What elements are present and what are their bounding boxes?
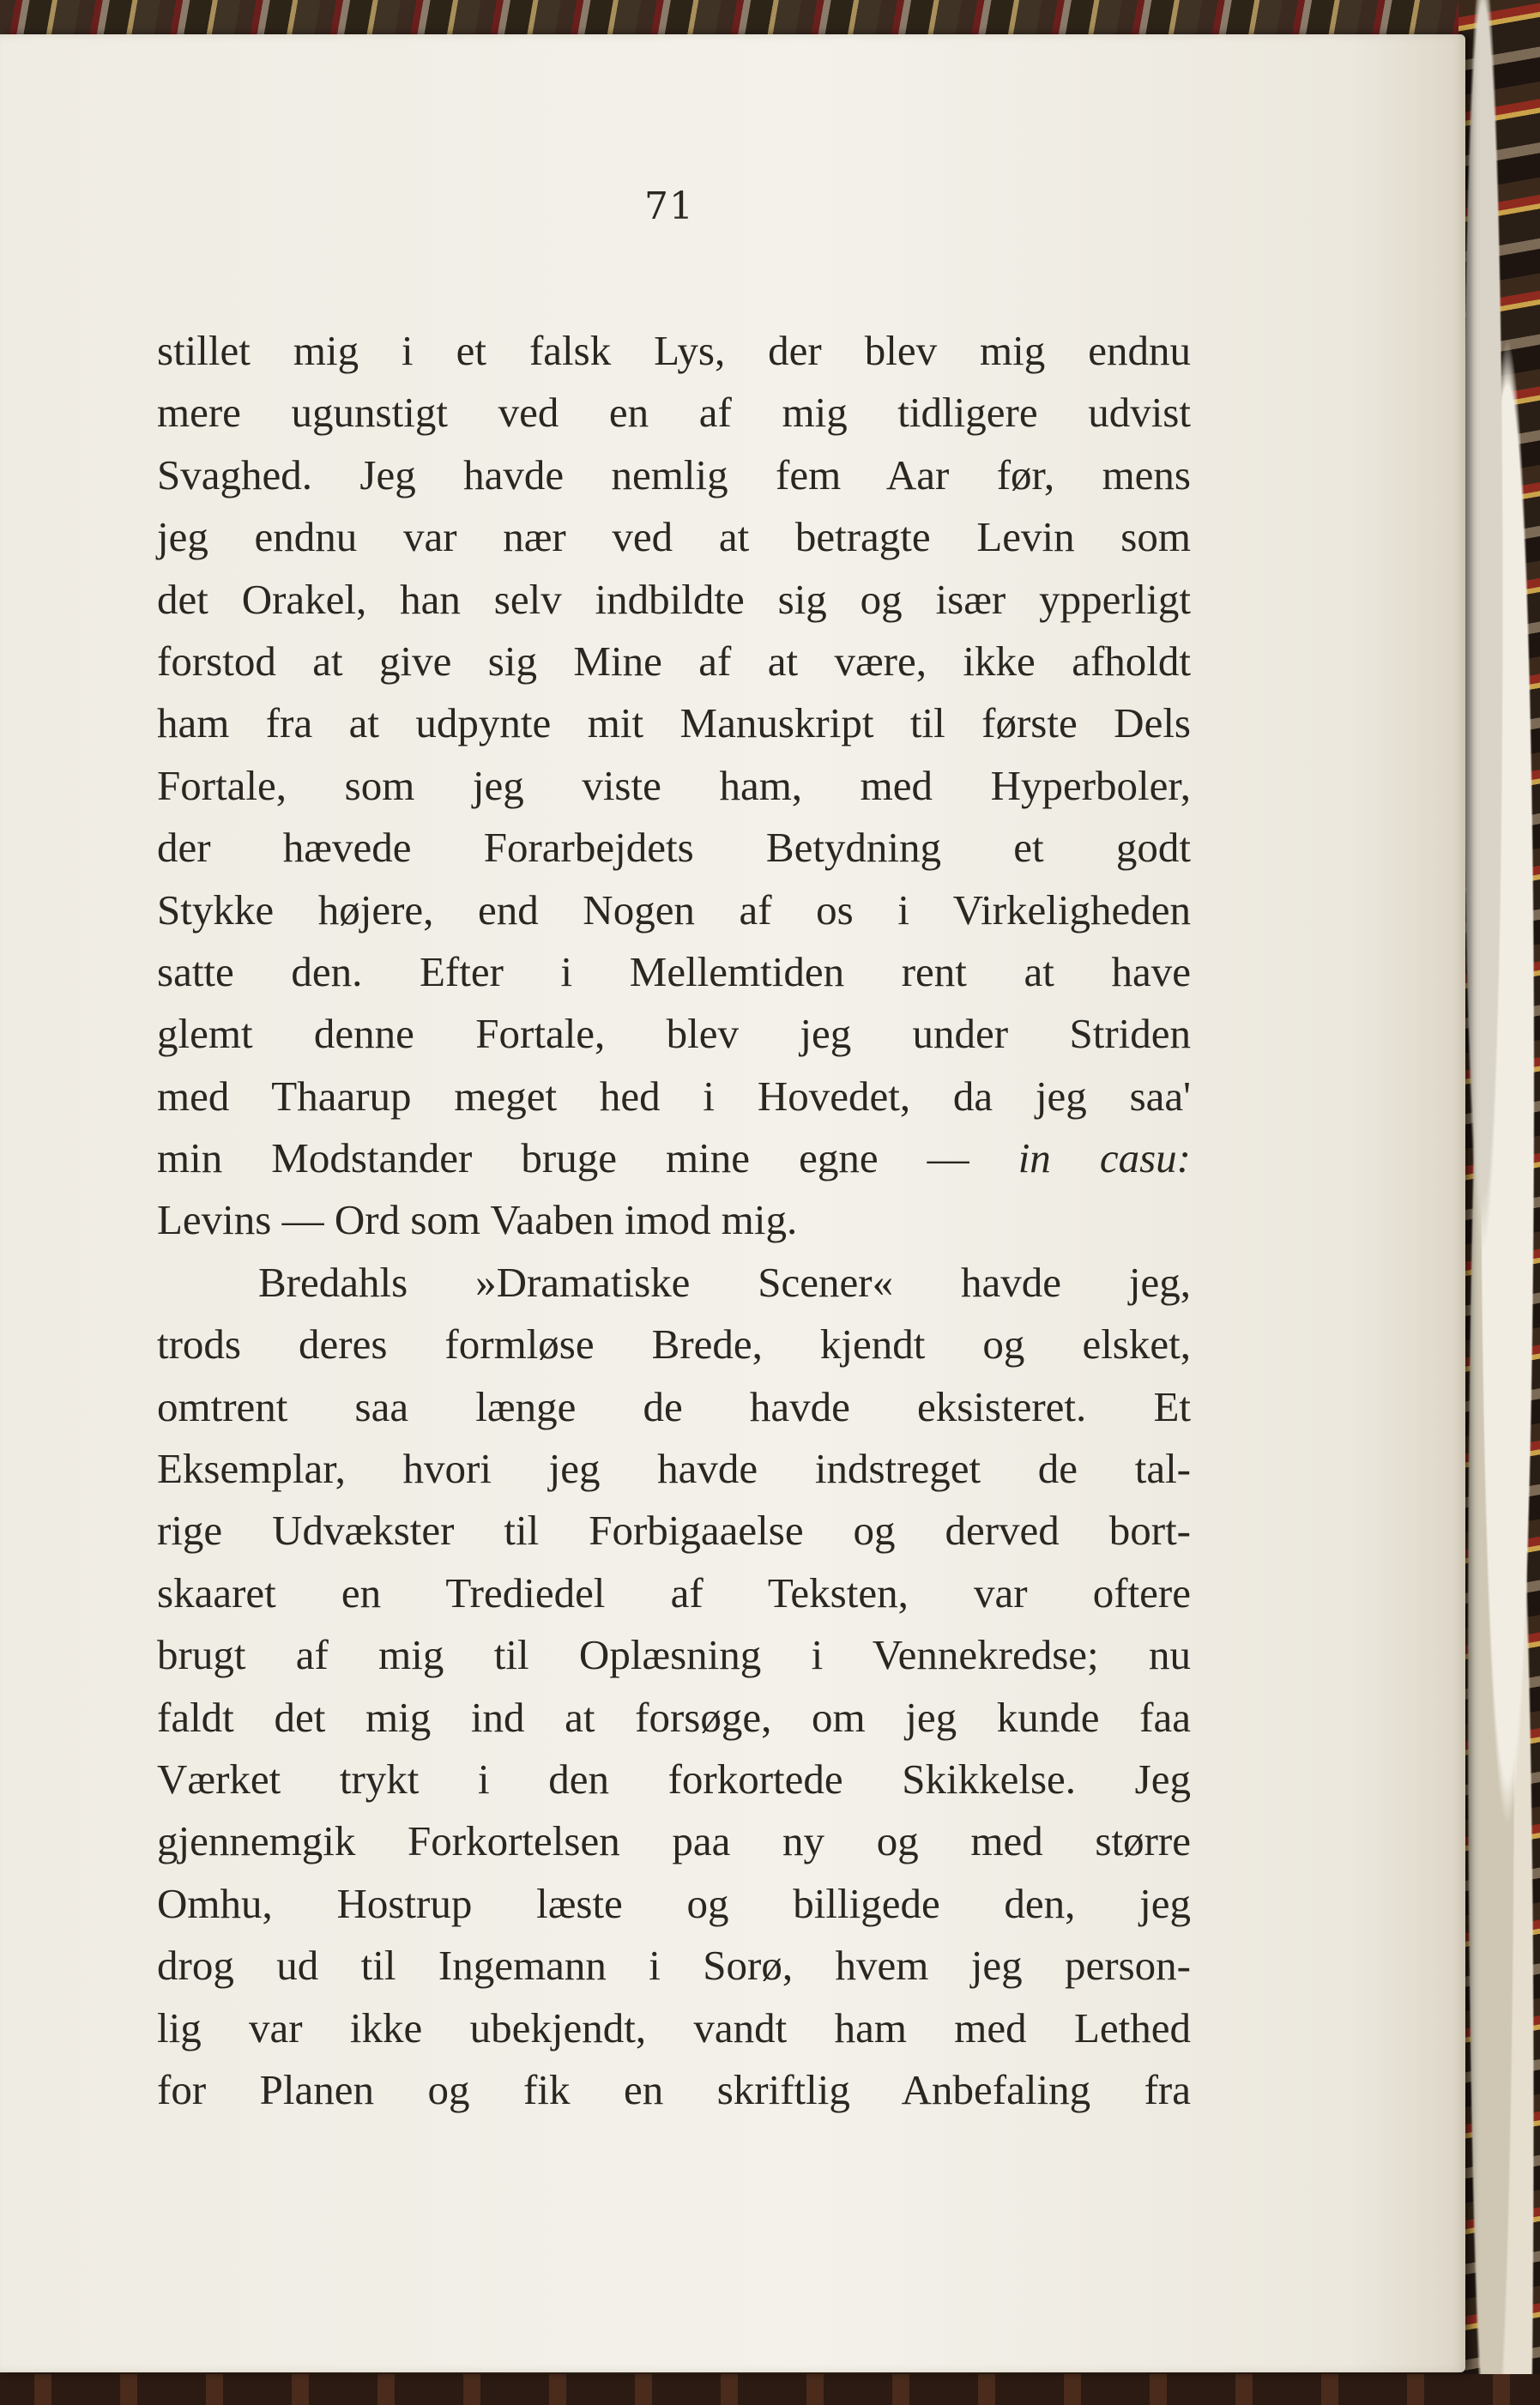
text-line-roman-part: min Modstander bruge mine egne —	[157, 1134, 969, 1182]
book-page	[0, 34, 1465, 2372]
page-number: 71	[644, 184, 694, 228]
text-line: der hævede Forarbejdets Betydning et godt	[157, 824, 1191, 872]
text-line: Fortale, som jeg viste ham, med Hyperboler,	[157, 761, 1191, 809]
text-line: for Planen og fik en skriftlig Anbefaling fra	[157, 2065, 1191, 2113]
text-line: rige Udvækster til Forbigaaelse og derved bort-	[157, 1507, 1191, 1555]
text-line: trods deres formløse Brede, kjendt og elsket,	[157, 1320, 1191, 1369]
text-line: omtrent saa længe de havde eksisteret. Et	[157, 1382, 1191, 1430]
text-line: glemt denne Fortale, blev jeg under Striden	[157, 1010, 1191, 1058]
text-line: drog ud til Ingemann i Sorø, hvem jeg person-	[157, 1942, 1191, 1990]
text-line: Stykke højere, end Nogen af os i Virkeligheden	[157, 885, 1191, 934]
text-line: lig var ikke ubekjendt, vandt ham med Lethed	[157, 2003, 1191, 2052]
binding-bottom-edge	[0, 2374, 1540, 2405]
text-line: Omhu, Hostrup læste og billigede den, jeg	[157, 1879, 1191, 1927]
text-line: gjennemgik Forkortelsen paa ny og med større	[157, 1817, 1191, 1865]
paragraph-end-line: Levins — Ord som Vaaben imod mig.	[157, 1196, 798, 1244]
text-line: skaaret en Trediedel af Teksten, var oftere	[157, 1568, 1191, 1616]
paragraph-start-line: Bredahls »Dramatiske Scener« havde jeg,	[258, 1258, 1191, 1306]
marbled-binding-top	[0, 0, 1540, 36]
text-line-with-italic	[157, 1127, 1191, 1189]
text-line: med Thaarup meget hed i Hovedet, da jeg saa'	[157, 1072, 1191, 1120]
text-line: mere ugunstigt ved en af mig tidligere udvist	[157, 389, 1191, 437]
text-line: faldt det mig ind at forsøge, om jeg kunde faa	[157, 1693, 1191, 1741]
text-line: Eksemplar, hvori jeg havde indstreget de tal-	[157, 1445, 1191, 1493]
text-line: stillet mig i et falsk Lys, der blev mig endnu	[157, 327, 1191, 374]
text-line: Værket trykt i den forkortede Skikkelse. Jeg	[157, 1755, 1191, 1803]
text-line: jeg endnu var nær ved at betragte Levin som	[157, 513, 1191, 561]
text-line: forstod at give sig Mine af at være, ikke afholdt	[157, 637, 1191, 685]
text-line: Svaghed. Jeg havde nemlig fem Aar før, mens	[157, 450, 1191, 499]
text-line: satte den. Efter i Mellemtiden rent at have	[157, 947, 1191, 995]
body-text	[157, 320, 1191, 2121]
marbled-endpaper-right	[1458, 0, 1540, 2405]
italic-phrase: in casu:	[1018, 1134, 1191, 1182]
text-line: det Orakel, han selv indbildte sig og især ypperligt	[157, 575, 1191, 623]
text-line: brugt af mig til Oplæsning i Vennekredse; nu	[157, 1631, 1191, 1679]
text-line: ham fra at udpynte mit Manuskript til første Dels	[157, 699, 1191, 747]
